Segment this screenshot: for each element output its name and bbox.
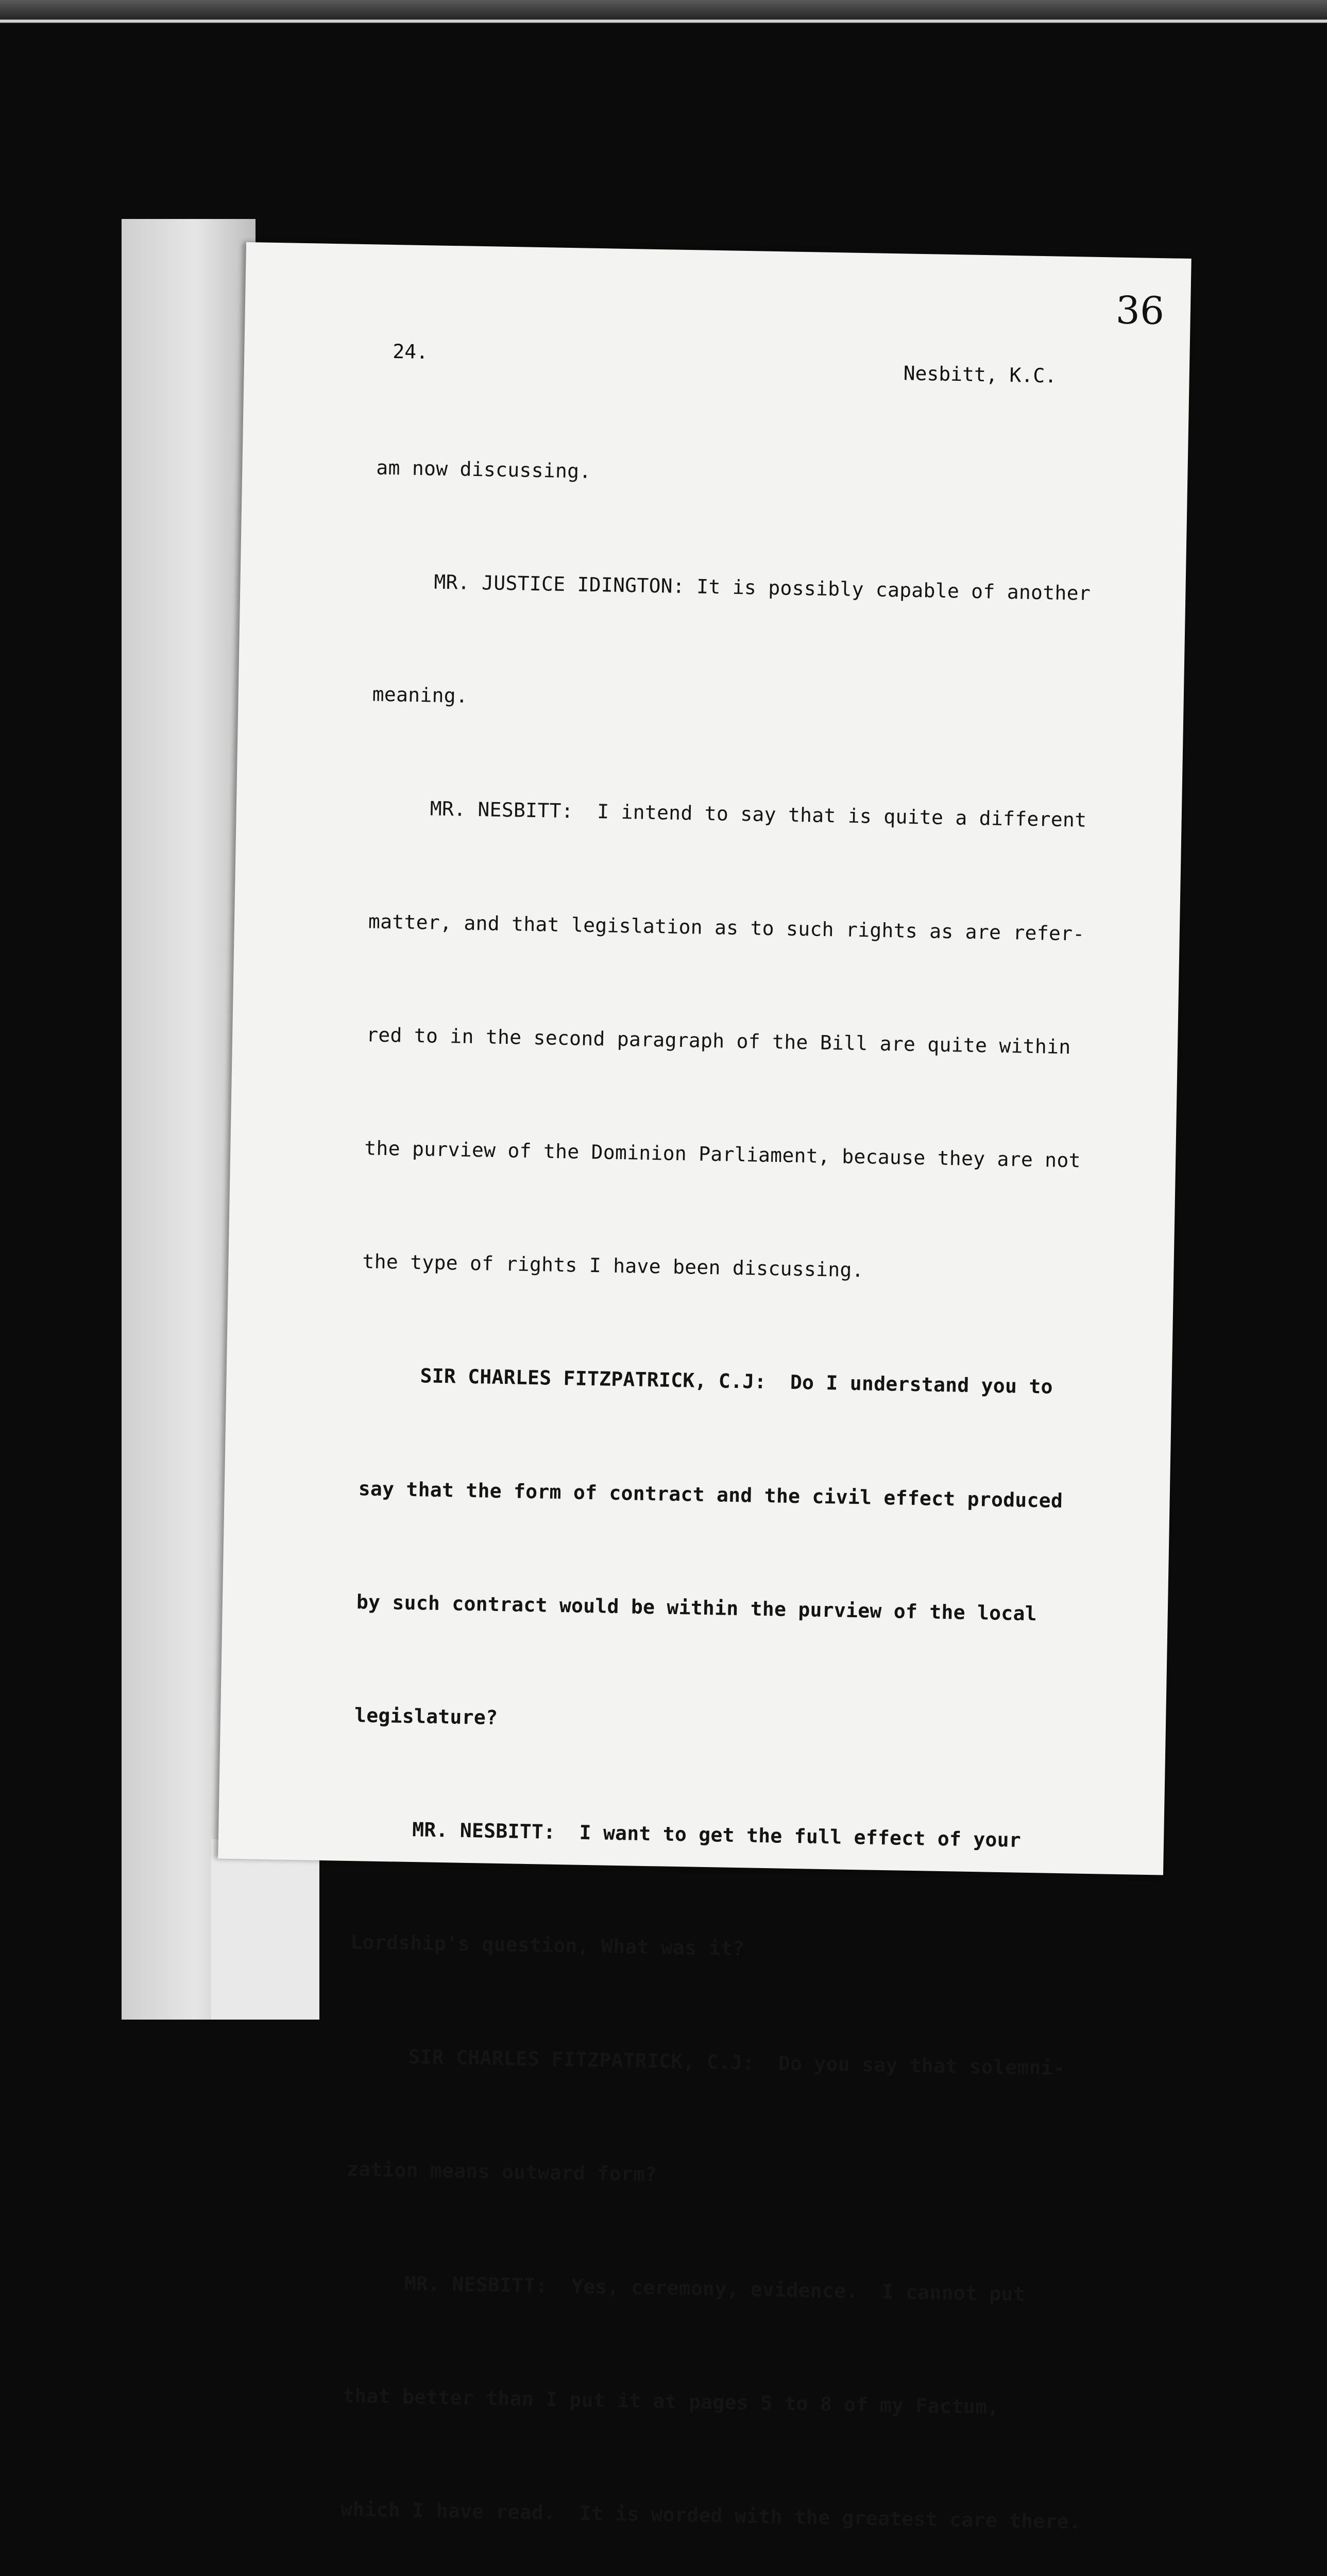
- transcript-line: MR. NESBITT: I want to get the full effect of your: [352, 1817, 1022, 1852]
- document-page: [218, 242, 1191, 2534]
- transcript-line: matter, and that legislation as to such rights as are refer-: [368, 909, 1085, 945]
- transcript-line: MR. NESBITT: Yes, ceremony, evidence. I cannot put: [344, 2271, 1026, 2306]
- transcript-line: that better than I put it at pages 5 to 8 of my Factum,: [342, 2384, 1000, 2419]
- film-edge-line: [0, 20, 1327, 23]
- transcript-line: am now discussing.: [376, 456, 591, 483]
- transcript-line: SIR CHARLES FITZPATRICK, C.J: Do you say that solemni-: [348, 2044, 1065, 2079]
- transcript-line: red to in the second paragraph of the Bill are quite within: [366, 1023, 1071, 1058]
- transcript-line: the purview of the Dominion Parliament, because they are not: [364, 1137, 1081, 1172]
- transcript-line: SIR CHARLES FITZPATRICK, C.J: Do I understand you to: [360, 1363, 1053, 1399]
- page-header-left: 24.: [392, 340, 429, 364]
- transcript-line: meaning.: [372, 683, 468, 707]
- transcript-line: the type of rights I have been discussing.: [362, 1250, 864, 1282]
- transcript-line: legislature?: [354, 1704, 498, 1730]
- transcript-line: MR. NESBITT: I intend to say that is quite a different: [370, 796, 1087, 832]
- previous-page-strip: [211, 1839, 319, 2020]
- transcript-line: MR. JUSTICE IDINGTON: It is possibly capable of another: [374, 569, 1091, 605]
- transcript-line: Lordship's question, What was it?: [350, 1930, 745, 1960]
- transcript-line: say that the form of contract and the civil effect produced: [358, 1477, 1063, 1512]
- transcript-line: which I have read. It is worded with the greatest care there.: [340, 2498, 1081, 2534]
- transcript-line: zation means outward form?: [346, 2157, 657, 2186]
- transcript-line: by such contract would be within the purview of the local: [356, 1590, 1037, 1625]
- transcript-body: [309, 373, 1140, 2576]
- page-number: 36: [1115, 288, 1165, 334]
- page-header-right: Nesbitt, K.C.: [903, 362, 1057, 387]
